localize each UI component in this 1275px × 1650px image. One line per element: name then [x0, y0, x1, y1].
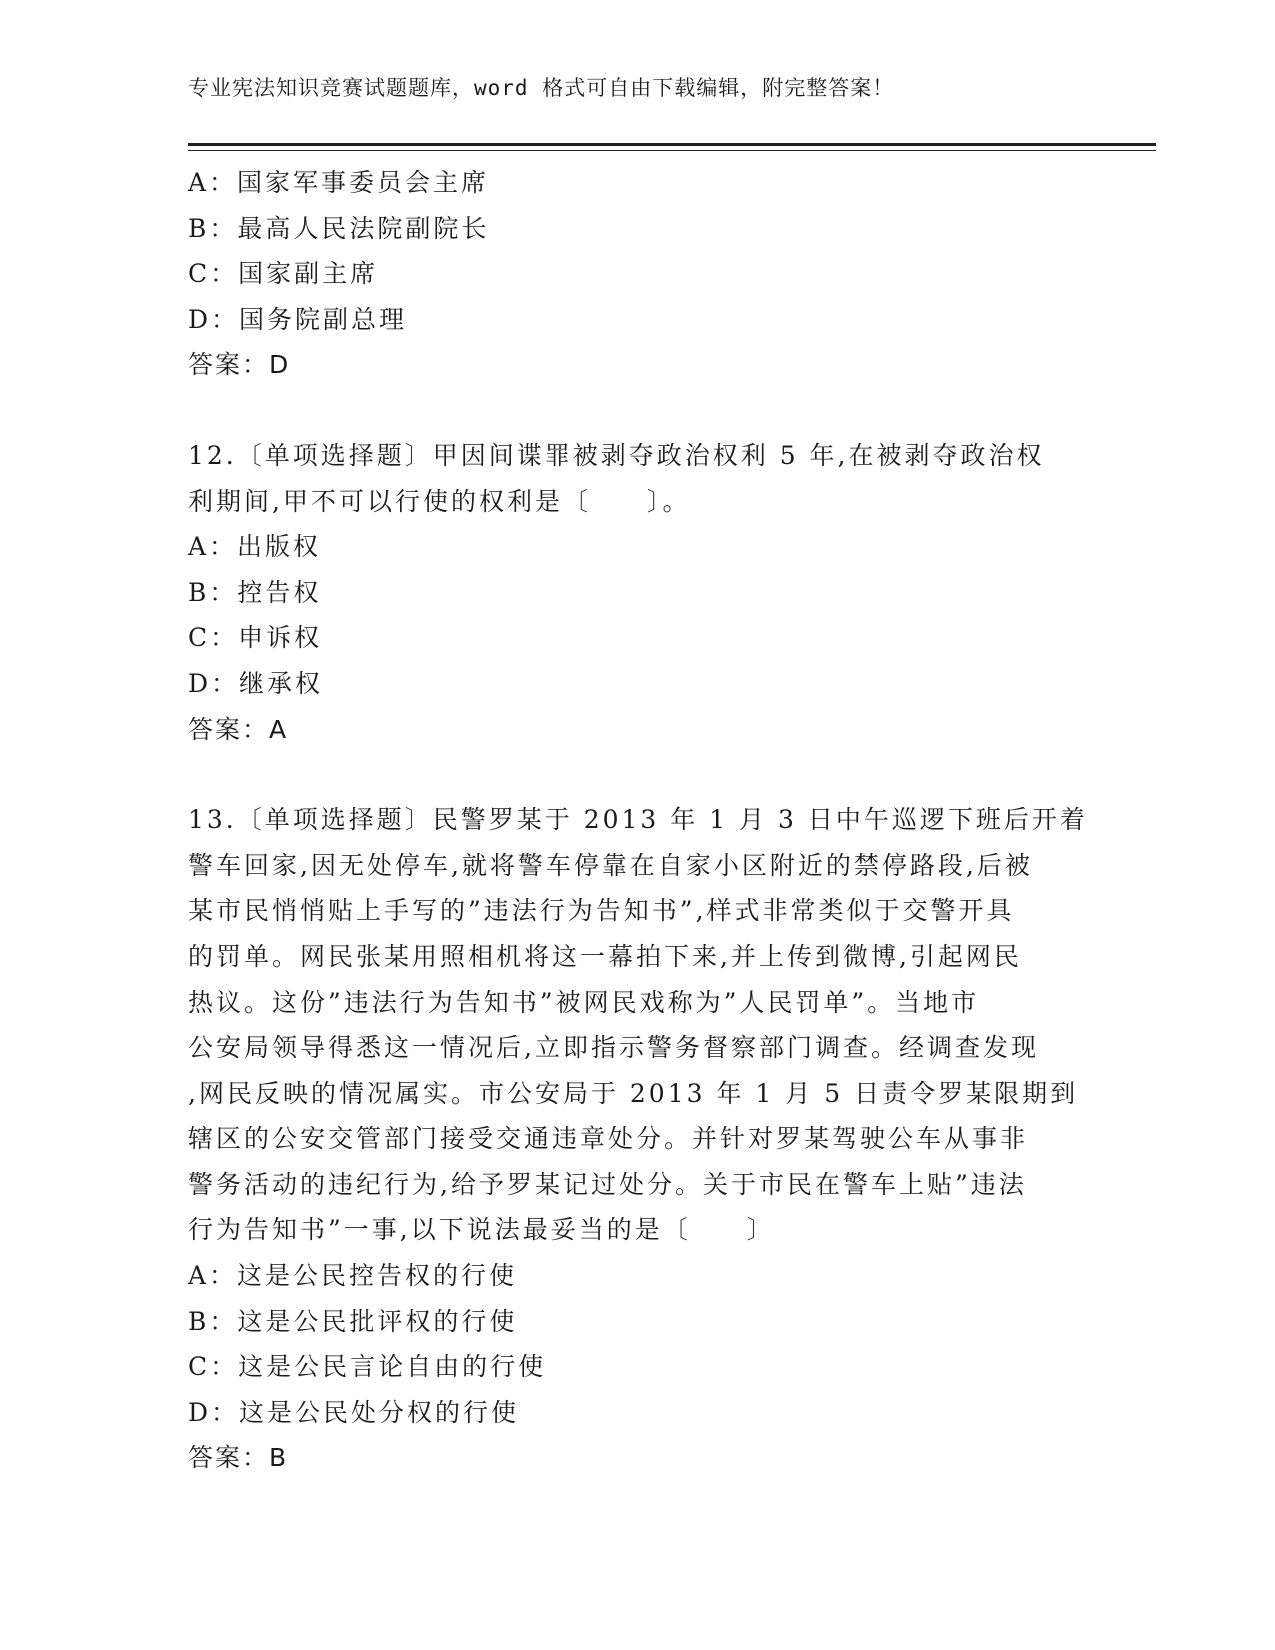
- question-text-line: 公安局领导得悉这一情况后,立即指示警务督察部门调查。经调查发现: [188, 1033, 1039, 1063]
- question-text-line: 的罚单。网民张某用照相机将这一幕拍下来,并上传到微博,引起网民: [188, 941, 1022, 971]
- option-d: D：这是公民处分权的行使: [188, 1397, 520, 1427]
- question-text-line: 某市民悄悄贴上手写的”违法行为告知书”,样式非常类似于交警开具: [188, 896, 1015, 926]
- spacer: [188, 388, 1088, 433]
- question-text-line: 利期间,甲不可以行使的权利是〔 〕。: [188, 486, 691, 516]
- question-text-line: 警务活动的违纪行为,给予罗某记过处分。关于市民在警车上贴”违法: [188, 1169, 1027, 1199]
- question-text-line: 12.〔单项选择题〕甲因间谍罪被剥夺政治权利 5 年,在被剥夺政治权: [188, 440, 1045, 470]
- header-rule-thick: [188, 143, 1156, 146]
- option-a: A：出版权: [188, 532, 322, 562]
- question-text-line: 热议。这份”违法行为告知书”被网民戏称为”人民罚单”。当地市: [188, 987, 980, 1017]
- spacer: [188, 752, 1088, 797]
- option-d: D：国务院副总理: [188, 304, 408, 334]
- answer-line: 答案：A: [188, 714, 289, 744]
- question-text-line: ,网民反映的情况属实。市公安局于 2013 年 1 月 5 日责令罗某限期到: [188, 1078, 1079, 1108]
- option-b: B：控告权: [188, 577, 322, 607]
- option-b: B：最高人民法院副院长: [188, 213, 490, 243]
- question-13-block: [188, 797, 1088, 1481]
- option-a: A：这是公民控告权的行使: [188, 1261, 518, 1291]
- question-text-line: 警车回家,因无处停车,就将警车停靠在自家小区附近的禁停路段,后被: [188, 850, 1033, 880]
- page-header: 专业宪法知识竞赛试题题库，word 格式可自由下载编辑，附完整答案！: [188, 76, 895, 100]
- option-c: C：这是公民言论自由的行使: [188, 1352, 547, 1382]
- question-12-block: [188, 433, 1088, 752]
- document-body: [188, 160, 1088, 1481]
- header-rule-thin: [188, 150, 1156, 151]
- question-11-block: [188, 160, 1088, 388]
- option-c: C：申诉权: [188, 623, 323, 653]
- option-d: D：继承权: [188, 668, 324, 698]
- question-text-line: 行为告知书”一事,以下说法最妥当的是〔 〕: [188, 1215, 775, 1245]
- answer-line: 答案：B: [188, 1443, 289, 1473]
- answer-line: 答案：D: [188, 350, 291, 380]
- option-c: C：国家副主席: [188, 259, 379, 289]
- question-text-line: 13.〔单项选择题〕民警罗某于 2013 年 1 月 3 日中午巡逻下班后开着: [188, 805, 1088, 835]
- option-b: B：这是公民批评权的行使: [188, 1306, 518, 1336]
- option-a: A：国家军事委员会主席: [188, 168, 490, 197]
- question-text-line: 辖区的公安交管部门接受交通违章处分。并针对罗某驾驶公车从事非: [188, 1124, 1029, 1154]
